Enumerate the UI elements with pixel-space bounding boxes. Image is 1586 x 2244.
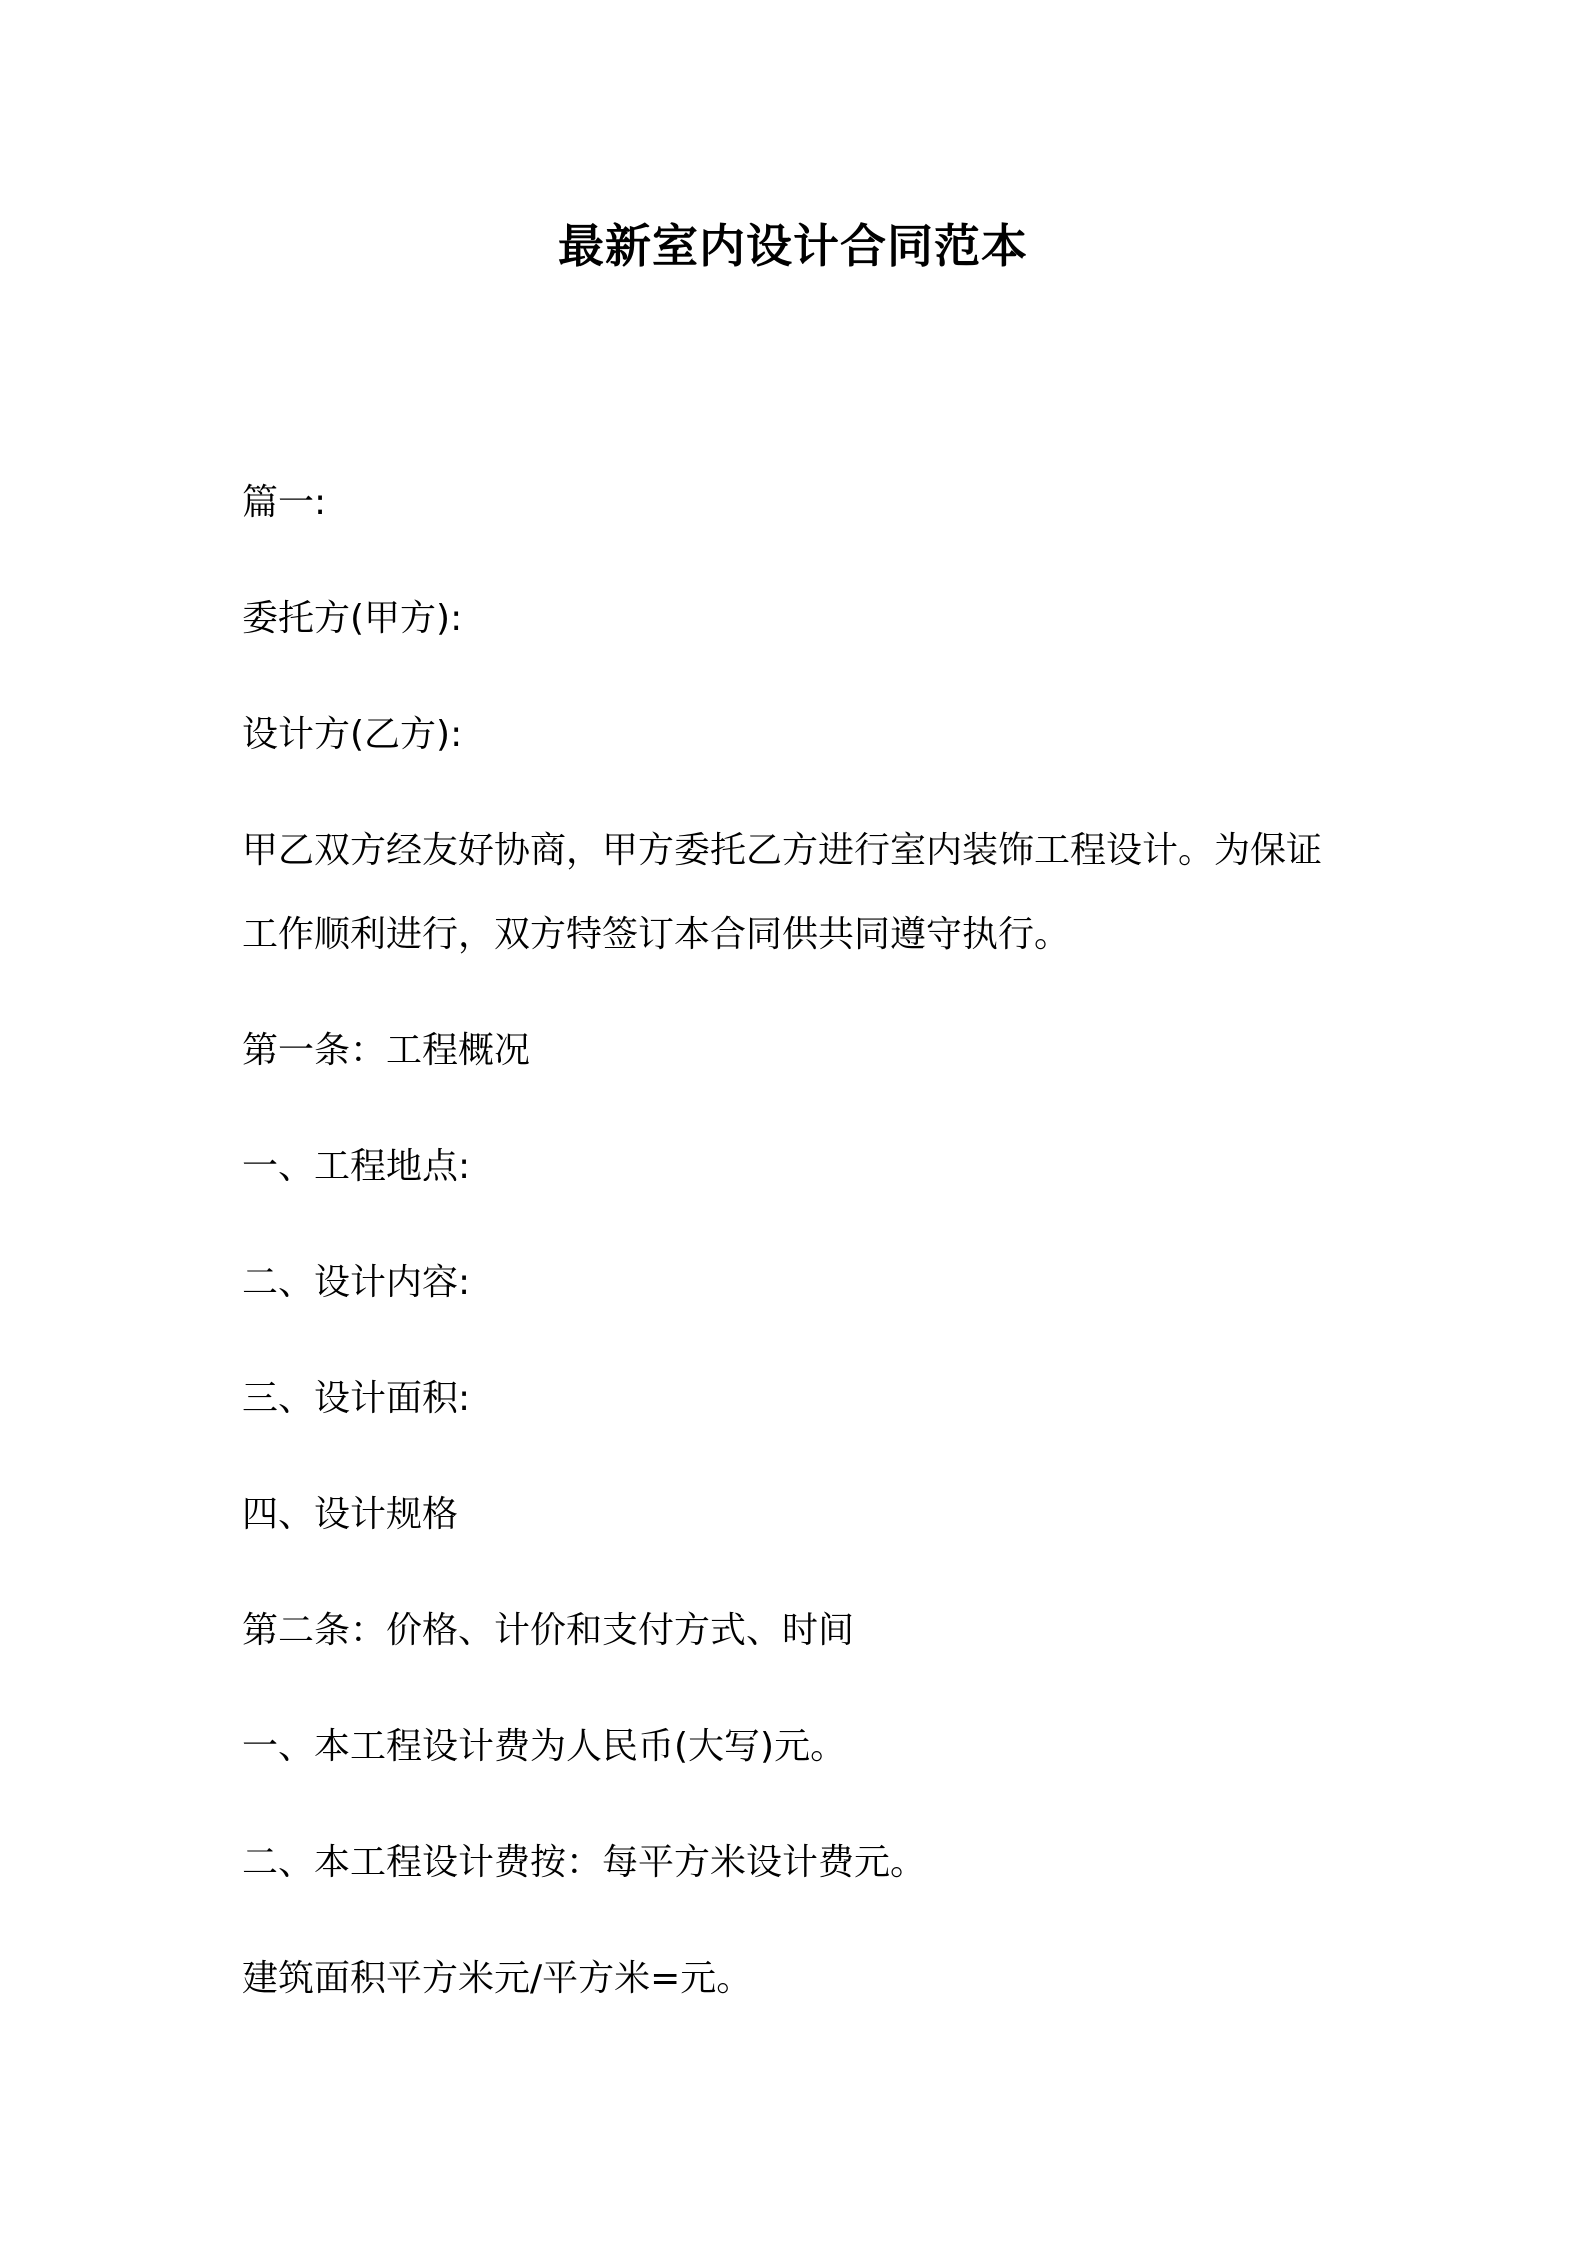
design-content-line: 二、设计内容:	[242, 1262, 471, 1303]
area-calculation-line: 建筑面积平方米元/平方米=元。	[242, 1958, 753, 1999]
design-fee-line: 一、本工程设计费为人民币(大写)元。	[242, 1726, 847, 1767]
design-area-line: 三、设计面积:	[242, 1378, 471, 1419]
party-b-line: 设计方(乙方):	[242, 714, 463, 755]
article-one-heading: 第一条：工程概况	[242, 1030, 531, 1071]
fee-per-sqm-line: 二、本工程设计费按：每平方米设计费元。	[242, 1842, 927, 1883]
party-a-line: 委托方(甲方):	[242, 598, 463, 639]
intro-paragraph-line-2: 工作顺利进行，双方特签订本合同供共同遵守执行。	[242, 914, 1071, 955]
design-spec-line: 四、设计规格	[242, 1494, 459, 1535]
article-two-heading: 第二条：价格、计价和支付方式、时间	[242, 1610, 855, 1651]
project-location-line: 一、工程地点:	[242, 1146, 471, 1187]
document-title: 最新室内设计合同范本	[558, 219, 1028, 273]
intro-paragraph-line-1: 甲乙双方经友好协商，甲方委托乙方进行室内装饰工程设计。为保证	[242, 830, 1323, 871]
section-heading: 篇一:	[242, 482, 327, 523]
